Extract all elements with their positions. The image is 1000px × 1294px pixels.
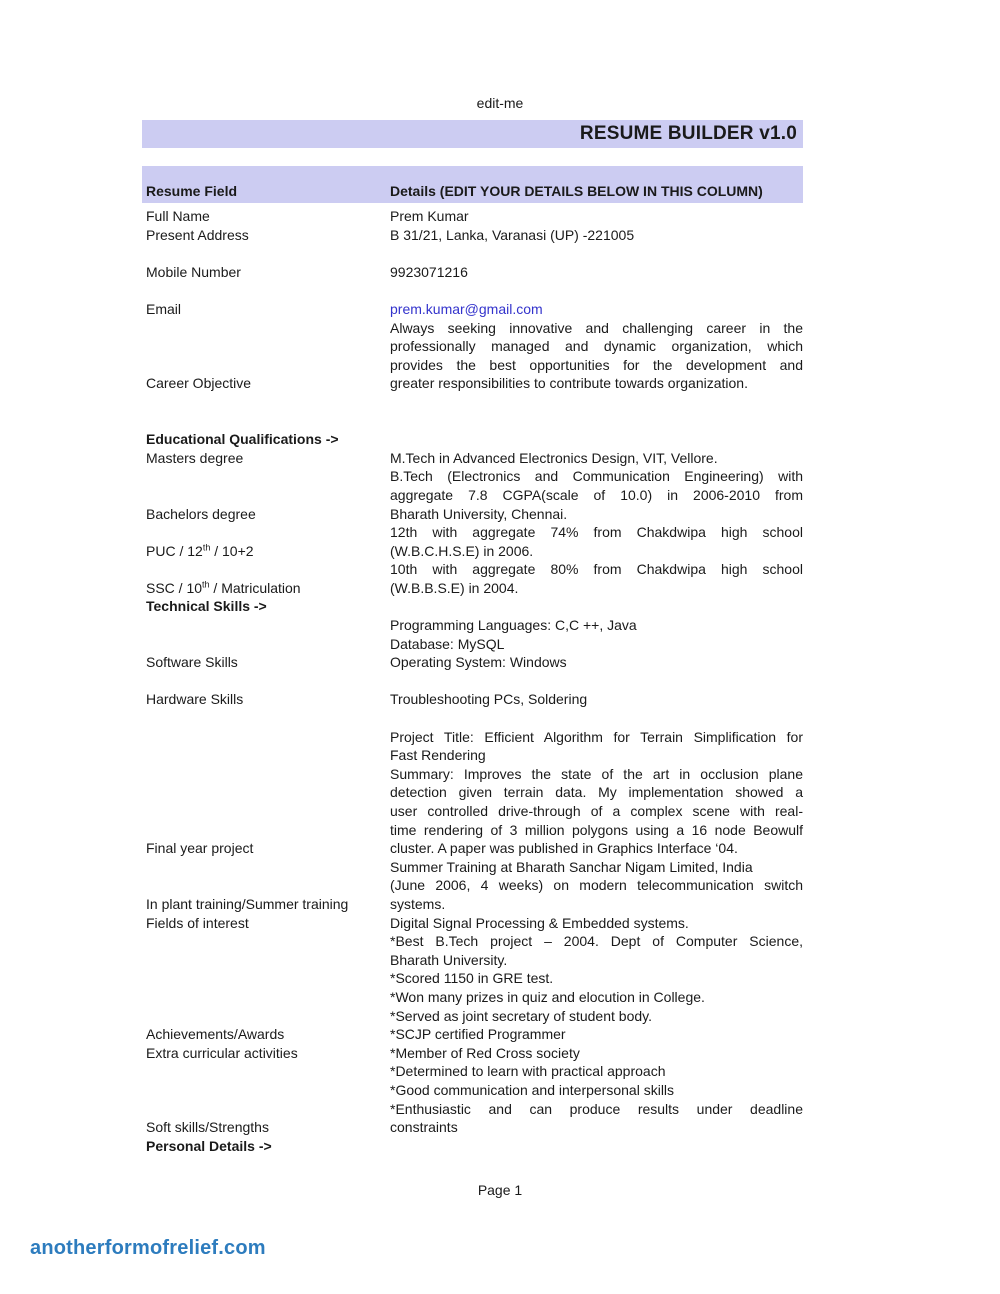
achievements-label: Achievements/Awards	[146, 1026, 285, 1043]
section-educational-label: Educational Qualifications ->	[146, 431, 339, 448]
full-name-value: Prem Kumar	[390, 208, 469, 224]
row-software-skills	[142, 616, 803, 672]
text-line: Operating System: Windows	[390, 654, 567, 671]
mobile-number-value: 9923071216	[390, 263, 468, 280]
text-line: Bharath University, Chennai.	[390, 505, 568, 522]
row-bachelors-degree	[142, 467, 803, 523]
text-line: Bharath University.	[390, 951, 508, 968]
header-resume-field: Resume Field	[146, 183, 238, 200]
spacer	[142, 393, 803, 430]
table-body	[142, 207, 803, 1155]
text-line: *Good communication and interpersonal skills	[390, 1081, 675, 1098]
spacer	[142, 244, 803, 263]
text-line: 10th with aggregate 80% from Chakdwipa high school	[390, 561, 803, 578]
text-line: *Served as joint secretary of student body.	[390, 1007, 652, 1024]
ssc-value	[390, 560, 803, 597]
fields-of-interest-value: Digital Signal Processing & Embedded systems.	[390, 914, 689, 931]
soft-skills-label: Soft skills/Strengths	[146, 1119, 269, 1136]
title-band: RESUME BUILDER v1.0	[142, 120, 803, 148]
row-present-address	[142, 226, 803, 245]
full-name-label: Full Name	[146, 208, 210, 224]
final-year-project-value	[390, 728, 803, 858]
software-skills-label: Software Skills	[146, 654, 238, 671]
row-puc	[142, 523, 803, 560]
row-mobile-number	[142, 263, 803, 282]
text-line: time rendering of 3 million polygons using a 16 node Beowulf	[390, 821, 803, 838]
text-line: Always seeking innovative and challenging career in the	[390, 319, 803, 336]
puc-label-pre: PUC / 12	[146, 542, 203, 559]
email-value	[390, 300, 803, 319]
bachelors-degree-label: Bachelors degree	[146, 505, 256, 522]
row-section-technical-skills	[142, 597, 803, 616]
text-line: *Enthusiastic and can produce results under deadline	[390, 1100, 803, 1117]
ssc-label-post: / Matriculation	[209, 579, 301, 596]
row-soft-skills	[142, 1062, 803, 1136]
text-line: 12th with aggregate 74% from Chakdwipa high school	[390, 524, 803, 541]
career-objective-value	[390, 319, 803, 393]
hardware-skills-value: Troubleshooting PCs, Soldering	[390, 691, 588, 708]
mobile-number-label: Mobile Number	[146, 263, 241, 280]
email-link[interactable]: prem.kumar@gmail.com	[390, 300, 543, 317]
text-line: detection given terrain data. My implementation showed a	[390, 784, 803, 801]
text-line: (W.B.B.S.E) in 2004.	[390, 579, 519, 596]
spacer	[142, 672, 803, 691]
ssc-label	[142, 579, 390, 598]
puc-label	[142, 542, 390, 561]
text-line: *Scored 1150 in GRE test.	[390, 970, 554, 987]
puc-label-sup: th	[202, 542, 211, 553]
spacer	[142, 709, 803, 728]
footer-site-link[interactable]: anotherformofrelief.com	[30, 1237, 266, 1259]
row-achievements	[142, 932, 803, 1044]
text-line: *Best B.Tech project – 2004. Dept of Computer Science,	[390, 933, 803, 950]
text-line: greater responsibilities to contribute towards organization.	[390, 375, 748, 392]
text-line: constraints	[390, 1119, 458, 1136]
text-line: systems.	[390, 895, 446, 912]
email-label: Email	[146, 300, 182, 317]
page-number: Page 1	[477, 1182, 523, 1198]
row-final-year-project	[142, 728, 803, 858]
text-line: cluster. A paper was published in Graphics Interface ‘04.	[390, 840, 738, 857]
puc-value	[390, 523, 803, 560]
text-line: *SCJP certified Programmer	[390, 1026, 566, 1043]
text-line: (W.B.C.H.S.E) in 2006.	[390, 542, 534, 559]
row-hardware-skills	[142, 690, 803, 709]
text-line: (June 2006, 4 weeks) on modern telecommunication switch	[390, 877, 803, 894]
ssc-label-pre: SSC / 10	[146, 579, 203, 596]
row-career-objective	[142, 319, 803, 393]
hardware-skills-label: Hardware Skills	[146, 691, 244, 708]
row-full-name	[142, 207, 803, 226]
puc-label-post: / 10+2	[210, 542, 254, 559]
final-year-project-label: Final year project	[146, 840, 254, 857]
section-technical-label: Technical Skills ->	[146, 598, 267, 615]
resume-sheet	[142, 120, 803, 1155]
soft-skills-value	[390, 1062, 803, 1136]
row-fields-of-interest	[142, 914, 803, 933]
text-line: Project Title: Efficient Algorithm for Terrain Simplification for	[390, 728, 803, 745]
present-address-value: B 31/21, Lanka, Varanasi (UP) -221005	[390, 226, 635, 243]
masters-degree-value: M.Tech in Advanced Electronics Design, VIT, Vellore.	[390, 449, 718, 466]
text-line: Database: MySQL	[390, 635, 505, 652]
table-header-row	[142, 166, 803, 203]
text-line: provides the best opportunities for the development and	[390, 356, 803, 373]
text-line: Summary: Improves the state of the art in occlusion plane	[390, 765, 803, 782]
extra-curricular-label: Extra curricular activities	[146, 1044, 298, 1061]
ssc-label-sup: th	[202, 579, 210, 590]
text-line: aggregate 7.8 CGPA(scale of 10.0) in 2006-2010 from	[390, 486, 803, 503]
row-extra-curricular	[142, 1044, 803, 1063]
text-line: Summer Training at Bharath Sanchar Nigam Limited, India	[390, 858, 753, 875]
fields-of-interest-label: Fields of interest	[146, 914, 249, 931]
row-email	[142, 300, 803, 319]
edit-me-tag: edit-me	[476, 95, 524, 111]
text-line: professionally managed and dynamic organization, which	[390, 338, 803, 355]
row-section-educational-qualifications	[142, 430, 803, 449]
row-ssc	[142, 560, 803, 597]
bachelors-degree-value	[390, 467, 803, 523]
in-plant-training-label: In plant training/Summer training	[146, 895, 349, 912]
text-line: Fast Rendering	[390, 747, 486, 764]
achievements-value	[390, 932, 803, 1044]
row-masters-degree	[142, 449, 803, 468]
text-line: user controlled drive-through of a complex scene with real-	[390, 803, 803, 819]
row-section-personal-details	[142, 1137, 803, 1156]
extra-curricular-value: *Member of Red Cross society	[390, 1044, 580, 1061]
header-details: Details (EDIT YOUR DETAILS BELOW IN THIS COLUMN)	[390, 183, 763, 200]
text-line: *Determined to learn with practical approach	[390, 1063, 666, 1080]
masters-degree-label: Masters degree	[146, 449, 244, 466]
present-address-label: Present Address	[146, 226, 249, 243]
text-line: Programming Languages: C,C ++, Java	[390, 617, 637, 634]
career-objective-label: Career Objective	[146, 375, 252, 392]
section-personal-label: Personal Details ->	[146, 1137, 272, 1154]
text-line: B.Tech (Electronics and Communication Engineering) with	[390, 468, 803, 485]
in-plant-training-value	[390, 858, 803, 914]
software-skills-value	[390, 616, 803, 672]
row-in-plant-training	[142, 858, 803, 914]
text-line: *Won many prizes in quiz and elocution in College.	[390, 988, 705, 1005]
spacer	[142, 281, 803, 300]
